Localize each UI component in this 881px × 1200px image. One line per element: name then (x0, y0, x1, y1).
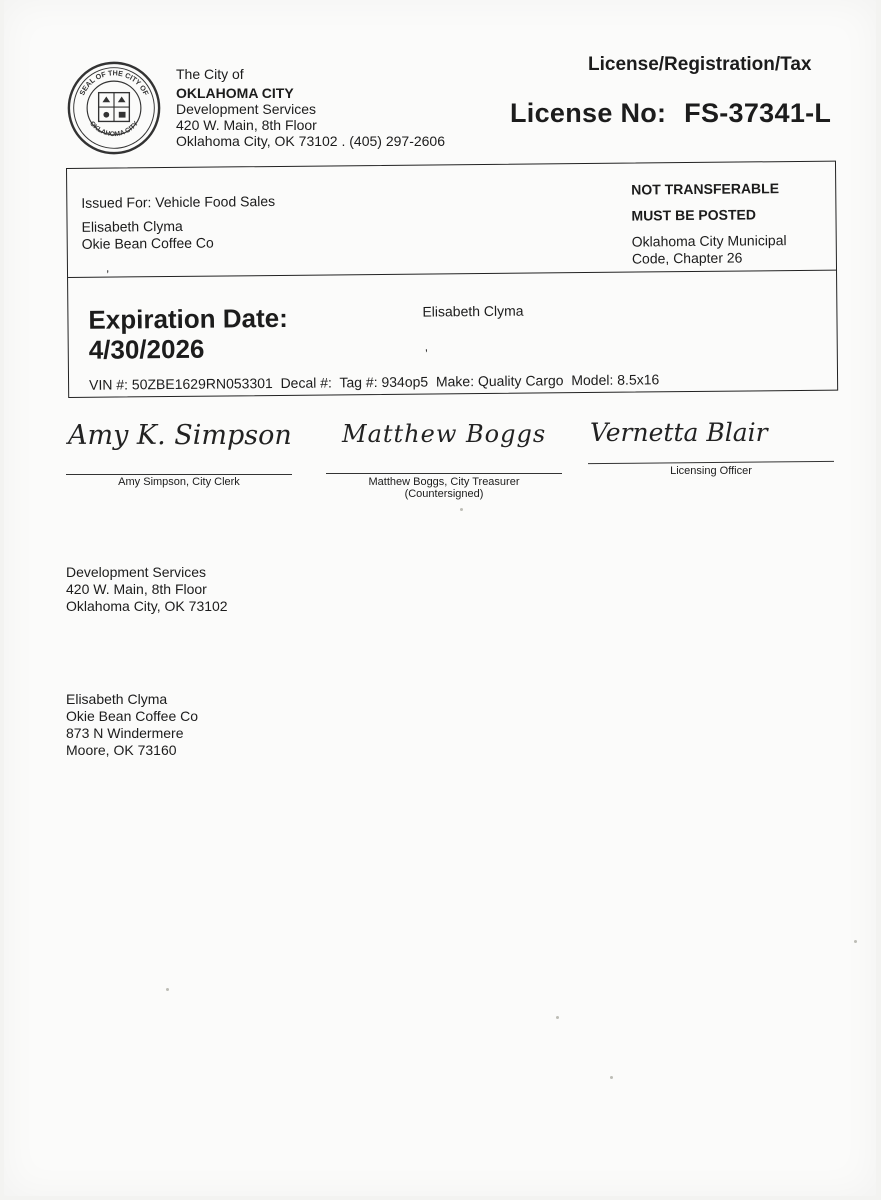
treasurer-signature-line (326, 473, 562, 474)
clerk-caption: Amy Simpson, City Clerk (118, 476, 240, 488)
clerk-signature-line (66, 474, 292, 475)
document-type: License/Registration/Tax (588, 54, 812, 75)
issued-for: Issued For: Vehicle Food Sales (81, 192, 276, 211)
license-number: FS-37341-L (684, 98, 832, 128)
comma-mark: , (105, 260, 110, 275)
business-name: Okie Bean Coffee Co (81, 234, 214, 252)
paper-speck (556, 1016, 559, 1019)
licensee-block (81, 218, 213, 253)
issuer-street: 420 W. Main, 8th Floor (176, 117, 317, 133)
issuer-block (176, 66, 445, 149)
municipal-code-line2: Code, Chapter 26 (631, 249, 743, 267)
recipient-line2: Okie Bean Coffee Co (66, 708, 199, 724)
treasurer-caption-line2: (Countersigned) (404, 488, 484, 500)
clerk-signature: Amy K. Simpson (68, 420, 292, 451)
license-box (66, 161, 838, 398)
box-divider (68, 270, 836, 278)
expiration-name: Elisabeth Clyma (422, 302, 524, 320)
licensee-name: Elisabeth Clyma (81, 217, 183, 235)
seal-text-top: SEAL OF THE CITY OF (77, 68, 151, 97)
recipient-address (66, 691, 198, 759)
treasurer-caption-line1: Matthew Boggs, City Treasurer (368, 476, 520, 488)
issuer-city: OKLAHOMA CITY (176, 85, 294, 101)
expiration-block (88, 303, 288, 365)
license-label: License No: (510, 98, 667, 128)
issuer-prefix: The City of (176, 66, 244, 82)
issuer-department: Development Services (176, 101, 317, 117)
svg-text:OKLAHOMA CITY (88, 120, 140, 138)
license-conditions (631, 180, 787, 267)
sender-line2: 420 W. Main, 8th Floor (66, 581, 207, 597)
paper-speck (166, 988, 169, 991)
vehicle-info: VIN #: 50ZBE1629RN053301 Decal #: Tag #: 934op5 Make: Quality Cargo Model: 8.5x16 (89, 371, 660, 393)
recipient-line3: 873 N Windermere (66, 725, 184, 741)
recipient-line1: Elisabeth Clyma (66, 691, 168, 707)
city-seal (66, 60, 162, 156)
comma-mark: , (424, 339, 429, 354)
officer-caption: Licensing Officer (670, 465, 752, 477)
must-be-posted: MUST BE POSTED (631, 206, 757, 224)
treasurer-signature: Matthew Boggs (342, 420, 547, 448)
officer-signature: Vernetta Blair (590, 418, 768, 447)
treasurer-caption (326, 476, 562, 500)
license-number-line (510, 98, 831, 129)
sender-line1: Development Services (66, 564, 207, 580)
issuer-city-line: Oklahoma City, OK 73102 . (405) 297-2606 (176, 133, 446, 149)
expiration-label: Expiration Date: (88, 302, 288, 335)
recipient-line4: Moore, OK 73160 (66, 742, 177, 758)
paper-speck (460, 508, 463, 511)
license-document (4, 0, 876, 1196)
seal-text-bottom: OKLAHOMA CITY (88, 120, 140, 139)
paper-speck (854, 940, 857, 943)
expiration-date: 4/30/2026 (88, 333, 205, 365)
officer-signature-line (588, 461, 834, 464)
not-transferable: NOT TRANSFERABLE (631, 180, 780, 198)
sender-address (66, 564, 228, 615)
sender-line3: Oklahoma City, OK 73102 (66, 598, 228, 614)
municipal-code-line1: Oklahoma City Municipal (631, 232, 787, 250)
paper-speck (610, 1076, 613, 1079)
